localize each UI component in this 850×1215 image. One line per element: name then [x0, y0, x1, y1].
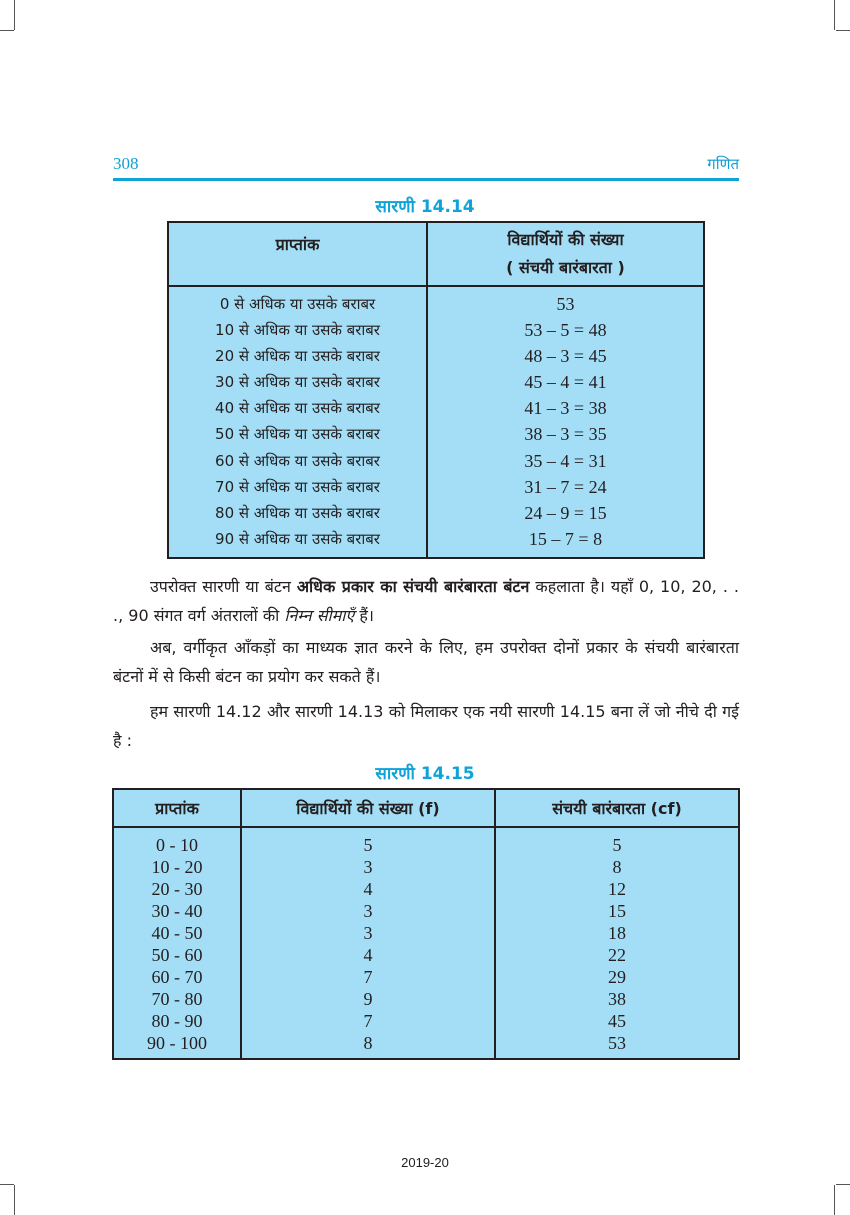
table-1415 [112, 788, 740, 1060]
table-cell: 12 [608, 879, 626, 899]
table-1414 [167, 221, 705, 559]
table-cell: 41 – 3 = 38 [524, 398, 607, 419]
table-cell: 0 - 10 [156, 835, 198, 855]
table-cell: 90 - 100 [147, 1033, 207, 1053]
table-cell: 40 - 50 [151, 923, 203, 943]
table-cell: 8 [363, 1033, 373, 1053]
para1-italic-term: निम्न सीमाएँ [284, 606, 355, 625]
table-cell: 4 [363, 879, 373, 899]
paragraph-1 [113, 572, 739, 630]
table-cell: 7 [363, 967, 373, 987]
table-cell: 90 से अधिक या उसके बराबर [215, 529, 380, 548]
table-cell: 3 [363, 923, 373, 943]
page-header [113, 152, 739, 181]
table-cell: 60 - 70 [151, 967, 203, 987]
table-cell: 31 – 7 = 24 [524, 476, 607, 497]
table-cell: 20 - 30 [151, 879, 203, 899]
table-cell: 70 से अधिक या उसके बराबर [215, 477, 380, 496]
table-cell: 38 [608, 989, 626, 1009]
table-cell: 15 – 7 = 8 [528, 528, 603, 549]
table-1415-frequencies [241, 827, 495, 1059]
table-1415-col2-header: विद्यार्थियों की संख्या (f) [241, 789, 495, 827]
table-cell: 45 – 4 = 41 [524, 372, 607, 393]
table-cell: 4 [363, 945, 373, 965]
table-1414-col1-header: प्राप्तांक [168, 222, 427, 286]
table-1415-cumulative [495, 827, 739, 1059]
table-cell: 15 [608, 901, 626, 921]
footer-year: 2019-20 [401, 1155, 449, 1170]
table-1415-col3-header: संचयी बारंबारता (cf) [495, 789, 739, 827]
table-cell: 30 से अधिक या उसके बराबर [215, 373, 380, 392]
table-cell: 53 – 5 = 48 [524, 320, 607, 341]
table-cell: 3 [363, 857, 373, 877]
table-cell: 38 – 3 = 35 [524, 424, 607, 445]
table-cell: 5 [612, 835, 622, 855]
crop-mark [836, 30, 850, 31]
table-cell: 10 - 20 [151, 857, 203, 877]
table-cell: 7 [363, 1011, 373, 1031]
table-cell: 3 [363, 901, 373, 921]
table-1415-col1-header: प्राप्तांक [113, 789, 241, 827]
table-cell: 53 [608, 1033, 626, 1053]
crop-mark [834, 0, 835, 30]
table-cell: 70 - 80 [151, 989, 203, 1009]
table-1415-ranges [113, 827, 241, 1059]
table-cell: 24 – 9 = 15 [524, 502, 607, 523]
para1-bold-term: अधिक प्रकार का संचयी बारंबारता बंटन [296, 577, 530, 596]
table-cell: 50 - 60 [151, 945, 203, 965]
para1-text-a: उपरोक्त सारणी या बंटन [150, 577, 297, 596]
crop-mark [834, 1185, 835, 1215]
table-cell: 80 से अधिक या उसके बराबर [215, 503, 380, 522]
table-cell: 53 [556, 294, 575, 314]
subject-title: गणित [707, 155, 739, 173]
table-1414-caption: सारणी 14.14 [375, 197, 475, 217]
para1-text-b: कहलाता है। यहाँ 0, 10, 20, . . ., 90 संगत वर्ग अंतरालों की [113, 577, 739, 625]
table-cell: 50 से अधिक या उसके बराबर [215, 425, 380, 444]
table-cell: 35 – 4 = 31 [524, 450, 607, 471]
table-1414-values [427, 286, 704, 558]
col2-header-line2: ( संचयी बारंबारता ) [506, 258, 625, 277]
table-cell: 80 - 90 [151, 1011, 203, 1031]
crop-mark [836, 1184, 850, 1185]
paragraph-2: अब, वर्गीकृत आँकड़ों का माध्यक ज्ञात करने के लिए, हम उपरोक्त दोनों प्रकार के संचयी बारंबारता बंटनों में से किसी बंटन का प्रयोग कर सकते हैं। [113, 638, 739, 686]
table-1414-ranges [168, 286, 427, 558]
col2-header-line1: विद्यार्थियों की संख्या [507, 230, 624, 249]
table-cell: 29 [608, 967, 626, 987]
page-number: 308 [113, 154, 139, 173]
crop-mark [0, 30, 14, 31]
table-cell: 18 [608, 923, 626, 943]
table-cell: 9 [363, 989, 373, 1009]
table-cell: 40 से अधिक या उसके बराबर [215, 399, 380, 418]
crop-mark [14, 1185, 15, 1215]
table-cell: 5 [363, 835, 373, 855]
table-cell: 20 से अधिक या उसके बराबर [215, 347, 380, 366]
table-cell: 10 से अधिक या उसके बराबर [215, 321, 380, 340]
crop-mark [14, 0, 15, 30]
table-cell: 30 - 40 [151, 901, 203, 921]
table-cell: 60 से अधिक या उसके बराबर [215, 451, 380, 470]
crop-mark [0, 1184, 14, 1185]
table-cell: 8 [612, 857, 622, 877]
table-cell: 0 से अधिक या उसके बराबर [219, 295, 376, 313]
para1-text-c: हैं। [354, 606, 374, 625]
table-cell: 22 [608, 945, 626, 965]
table-1415-caption: सारणी 14.15 [375, 764, 475, 784]
table-cell: 45 [608, 1011, 626, 1031]
paragraph-3: हम सारणी 14.12 और सारणी 14.13 को मिलाकर एक नयी सारणी 14.15 बना लें जो नीचे दी गई है : [113, 702, 739, 750]
table-1414-col2-header [427, 222, 704, 286]
table-cell: 48 – 3 = 45 [524, 346, 607, 367]
